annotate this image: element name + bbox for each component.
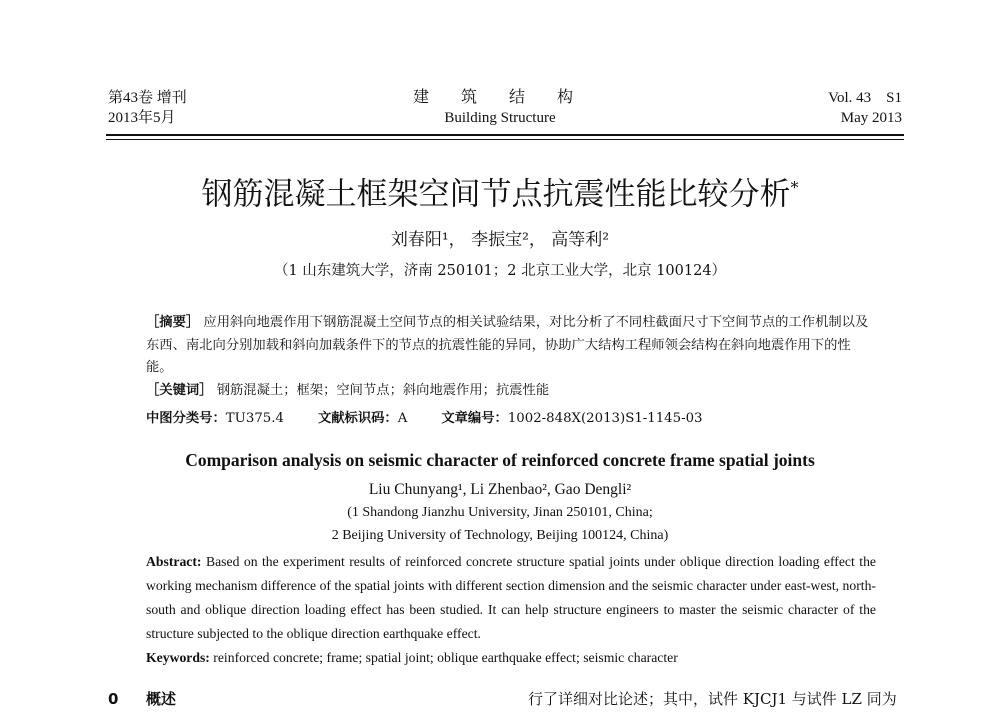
authors-cn: 刘春阳¹， 李振宝²， 高等利²: [390, 230, 610, 250]
publication-date-cn: 2013年5月: [108, 110, 176, 126]
keywords-en: reinforced concrete; frame; spatial joint; oblique earthquake effect; seismic character: [209, 650, 678, 665]
abstract-label-en: Abstract:: [146, 554, 202, 569]
paper-title-en: Comparison analysis on seismic character of reinforced concrete frame spatial joints: [185, 450, 815, 470]
affiliation-en-2: 2 Beijing University of Technology, Beijing 100124, China): [331, 528, 669, 543]
keywords-cn: 钢筋混凝土；框架；空间节点；斜向地震作用；抗震性能: [212, 382, 550, 398]
article-number: 1002-848X(2013)S1-1145-03: [507, 411, 703, 426]
journal-name-cn: 建 筑 结 构: [412, 89, 587, 106]
abstract-text-en: Based on the experiment results of reinforced concrete structure spatial joints under oblique direction loading effect the working mechanism difference of the spatial joints with different section dimension and the seismic character under east-west, north-south and oblique direction loading effect has been studied. It can help structure engineers to master the seismic character of the structure subjected to the oblique direction earthquake effect.: [146, 554, 876, 641]
affiliations-cn: （1 山东建筑大学，济南 250101；2 北京工业大学，北京 100124）: [273, 263, 727, 279]
affiliation-en-1: (1 Shandong Jianzhu University, Jinan 250101, China;: [347, 505, 653, 520]
abstract-label-cn: ［摘要］: [146, 315, 200, 330]
volume-en: Vol. 43 S1: [828, 90, 902, 106]
section-number: 0: [108, 690, 119, 708]
section-heading: [108, 688, 176, 710]
journal-volume-en: [828, 88, 902, 128]
publication-date-en: May 2013: [840, 110, 902, 126]
journal-name-en: Building Structure: [444, 110, 556, 126]
section-title: 概述: [146, 690, 177, 708]
paper-title-cn: [0, 168, 1000, 214]
body-text-right-column: 行了详细对比论述；其中，试件 KJCJ1 与试件 LZ 同为: [528, 690, 897, 708]
doc-code: A: [397, 411, 408, 426]
abstract-en: [146, 550, 876, 646]
keywords-label-en: Keywords:: [146, 650, 210, 665]
abstract-text-cn: 应用斜向地震作用下钢筋混凝土空间节点的相关试验结果，对比分析了不同柱截面尺寸下空间节点的工作机制以及东西、南北向分别加载和斜向加载条件下的节点的抗震性能的异同，协助广大结构工程师领会结构在斜向地震作用下的性能。: [146, 315, 869, 375]
abstract-cn: [146, 312, 876, 402]
authors-en: Liu Chunyang¹, Li Zhenbao², Gao Dengli²: [368, 481, 632, 498]
classification-row: [146, 408, 703, 430]
clc-label: 中图分类号：: [146, 411, 226, 426]
doc-code-label: 文献标识码：: [317, 411, 398, 426]
header-rule-thin: [106, 139, 904, 140]
header-rule-thick: [106, 134, 904, 136]
keywords-en-row: [146, 647, 678, 669]
clc-number: TU375.4: [225, 411, 284, 426]
keywords-label-cn: ［关键词］: [146, 382, 213, 398]
article-number-label: 文章编号：: [441, 411, 508, 426]
title-footnote-mark: *: [790, 178, 799, 197]
volume-issue: 第43卷 增刊: [108, 90, 187, 106]
title-text: 钢筋混凝土框架空间节点抗震性能比较分析: [201, 176, 791, 213]
